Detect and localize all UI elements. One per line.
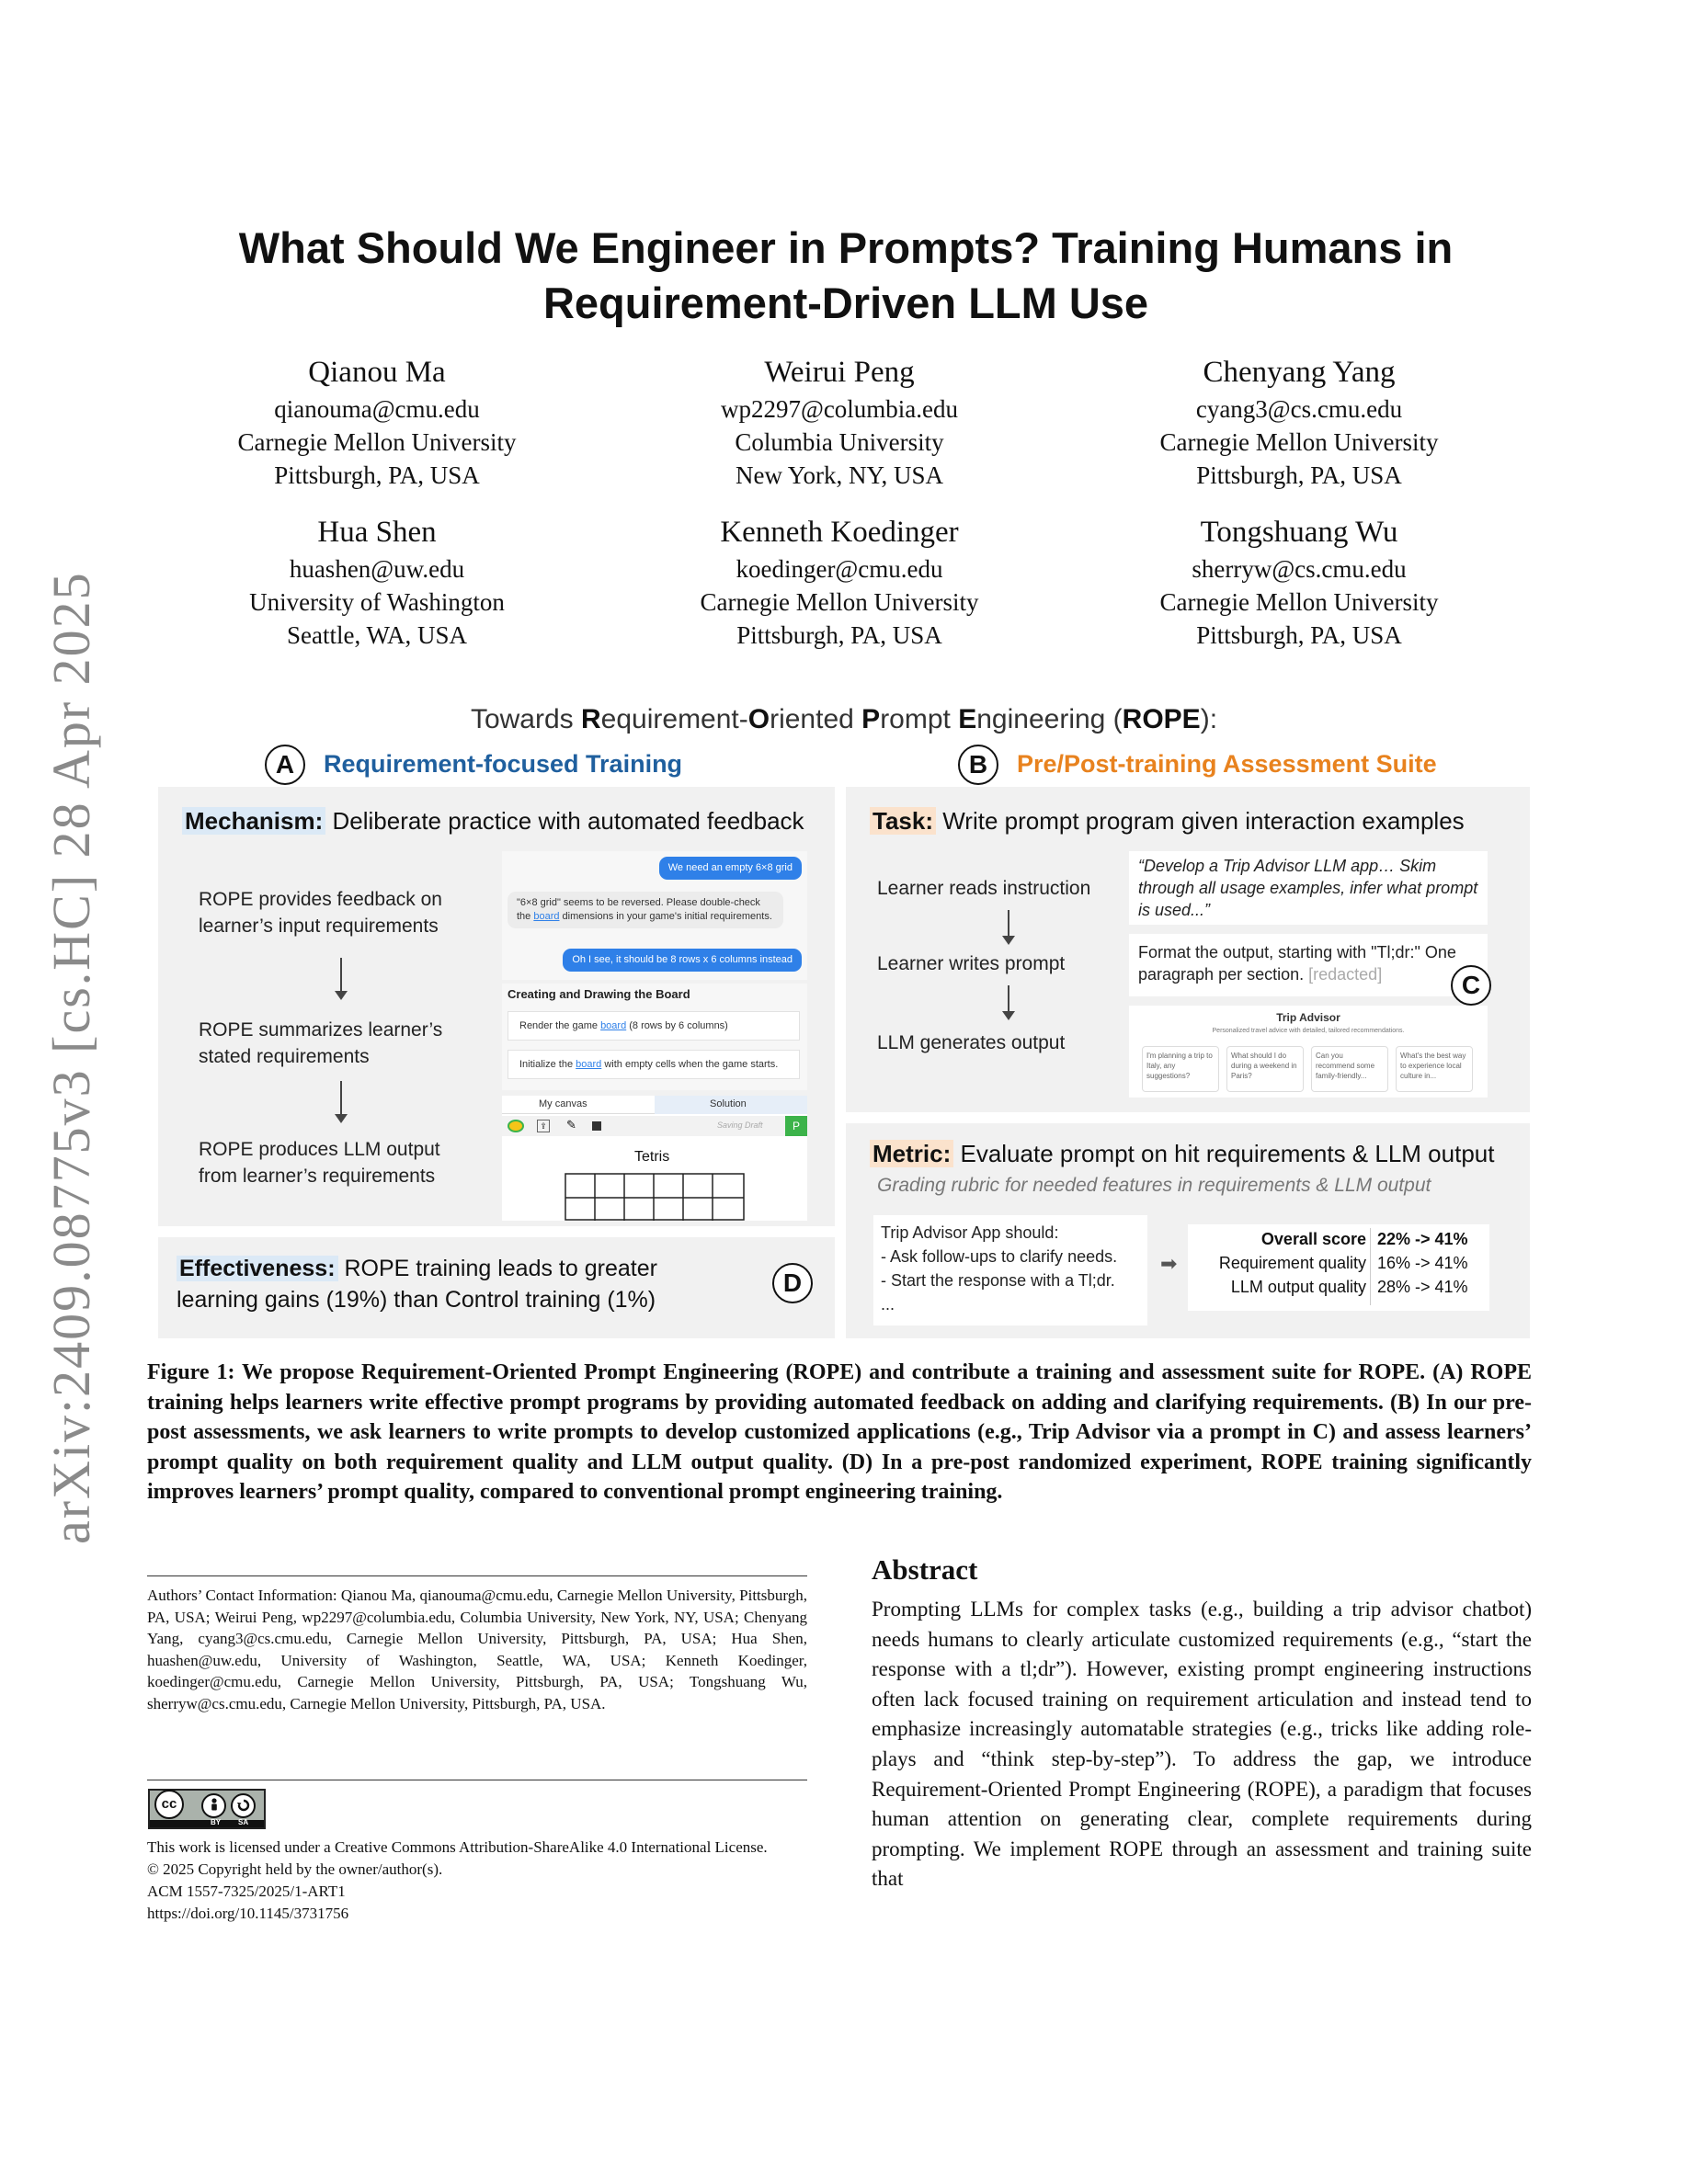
down-arrow-icon bbox=[340, 958, 342, 998]
right-arrow-icon: ➡ bbox=[1160, 1252, 1178, 1275]
down-arrow-icon bbox=[1008, 985, 1009, 1018]
score-label-llm-output: LLM output quality bbox=[1230, 1278, 1366, 1296]
author-2 bbox=[610, 352, 1069, 492]
task-panel bbox=[846, 787, 1530, 1112]
suggestion-card[interactable]: What should I do during a weekend in Paris? bbox=[1226, 1046, 1304, 1092]
down-arrow-icon bbox=[340, 1081, 342, 1121]
task-step-3: LLM generates output bbox=[877, 1032, 1066, 1053]
author-location: Pittsburgh, PA, USA bbox=[1196, 621, 1402, 649]
down-arrow-icon bbox=[1008, 910, 1009, 943]
author-4 bbox=[147, 512, 607, 652]
label-a-circle: A bbox=[265, 745, 305, 785]
play-button[interactable]: P bbox=[785, 1116, 807, 1136]
prompt-card bbox=[1129, 934, 1488, 996]
author-location: Pittsburgh, PA, USA bbox=[274, 461, 480, 489]
cc-by-sa-badge[interactable] bbox=[148, 1789, 266, 1829]
label-c-circle: C bbox=[1451, 965, 1491, 1006]
canvas-mock bbox=[502, 1096, 807, 1221]
copyright-text: © 2025 Copyright held by the owner/author(s). bbox=[147, 1860, 443, 1878]
author-affiliation: Carnegie Mellon University bbox=[700, 588, 979, 616]
rubric-card bbox=[873, 1215, 1147, 1325]
author-1 bbox=[147, 352, 607, 492]
cc-icon: cc bbox=[154, 1790, 184, 1819]
upload-icon[interactable]: ⇪ bbox=[537, 1120, 550, 1132]
score-value-llm-output: 28% -> 41% bbox=[1377, 1278, 1468, 1296]
metric-panel bbox=[846, 1123, 1530, 1338]
suggestion-card[interactable]: What's the best way to experience local culture in... bbox=[1396, 1046, 1473, 1092]
prompt-text: Format the output, starting with "Tl;dr:" One paragraph per section. [redacted] bbox=[1138, 943, 1456, 984]
trip-advisor-app-mock bbox=[1129, 1006, 1488, 1098]
color-picker-icon[interactable] bbox=[508, 1120, 524, 1132]
chat-feedback-message: "6×8 grid" seems to be reversed. Please double-check the board dimensions in your game's initial requirements. bbox=[508, 892, 783, 928]
score-value-overall: 22% -> 41% bbox=[1377, 1230, 1468, 1248]
stop-icon[interactable] bbox=[592, 1121, 601, 1131]
author-contact-footnote: Authors’ Contact Information: Qianou Ma, qianouma@cmu.edu, Carnegie Mellon University, Pittsburgh, PA, USA; Weirui Peng, wp2297@columbia.edu, Columbia University, New York, NY, USA; Chenyang Yang, cyang3@cs.cmu.edu, Carnegie Mellon University, Pittsburgh, PA, USA; Hua Shen, huashen@uw.edu, University of Washington, Seattle, WA, USA; Kenneth Koedinger, koedinger@cmu.edu, Carnegie Mellon University, Pittsburgh, PA, USA; Tongshuang Wu, sherryw@cs.cmu.edu, Carnegie Mellon University, Pittsburgh, PA, USA. bbox=[147, 1587, 807, 1712]
author-name: Qianou Ma bbox=[308, 356, 446, 389]
title-line-2: Requirement-Driven LLM Use bbox=[542, 279, 1149, 327]
section-b-title: Pre/Post-training Assessment Suite bbox=[1017, 750, 1437, 778]
author-location: New York, NY, USA bbox=[735, 461, 944, 489]
figure-caption: Figure 1: We propose Requirement-Oriented Prompt Engineering (ROPE) and contribute a training and assessment suite for ROPE. (A) ROPE training helps learners write effective prompt programs by providing automated feedback on adding and clarifying requirements. (B) In our pre-post assessments, we ask learners to write prompts to develop customized applications (e.g., Trip Advisor via a prompt in C) and assess learners’ prompt quality on both requirement quality and LLM output quality. (D) In a pre-post randomized experiment, ROPE training significantly improves learners’ prompt quality, compared to conventional prompt engineering training. bbox=[147, 1360, 1532, 1505]
author-affiliation: Columbia University bbox=[735, 428, 944, 456]
author-affiliation: University of Washington bbox=[249, 588, 505, 616]
metric-subtitle: Grading rubric for needed features in requirements & LLM output bbox=[877, 1175, 1431, 1196]
author-name: Chenyang Yang bbox=[1203, 356, 1396, 389]
author-name: Kenneth Koedinger bbox=[720, 516, 959, 549]
chat-user-message: Oh I see, it should be 8 rows x 6 columns instead bbox=[563, 949, 802, 972]
label-d-circle: D bbox=[772, 1263, 813, 1303]
score-label-overall: Overall score bbox=[1260, 1230, 1366, 1248]
mechanism-step-3: ROPE produces LLM output from learner’s requirements bbox=[199, 1139, 440, 1187]
summary-item: Initialize the board with empty cells when the game starts. bbox=[508, 1050, 800, 1079]
effectiveness-panel bbox=[158, 1237, 835, 1338]
author-email[interactable]: qianouma@cmu.edu bbox=[274, 395, 480, 423]
author-location: Seattle, WA, USA bbox=[287, 621, 467, 649]
chat-user-message: We need an empty 6×8 grid bbox=[659, 857, 802, 880]
summary-title: Creating and Drawing the Board bbox=[508, 987, 690, 1001]
suggestion-card[interactable]: I'm planning a trip to Italy, any suggestions? bbox=[1142, 1046, 1219, 1092]
doi-link[interactable]: https://doi.org/10.1145/3731756 bbox=[147, 1905, 349, 1922]
summary-item: Render the game board (8 rows by 6 columns) bbox=[508, 1011, 800, 1041]
abstract-text: Prompting LLMs for complex tasks (e.g., building a trip advisor chatbot) needs humans to clearly articulate customized requirements (e.g., “start the response with a tl;dr”). However, existing prompt engineering instructions often lack focused training on requirement articulation and instead tend to emphasize increasingly automatable strategies (e.g., tricks like adding role-plays and “think step-by-step”). To address the gap, we introduce Requirement-Oriented Prompt Engineering (ROPE), a paradigm that focuses human attention on generating clear, complete requirements during prompting. We implement ROPE through an assessment and training suite that bbox=[872, 1598, 1532, 1891]
paper-title bbox=[138, 221, 1554, 331]
label-b-circle: B bbox=[958, 745, 998, 785]
task-step-1: Learner reads instruction bbox=[877, 878, 1091, 899]
effectiveness-line-2: learning gains (19%) than Control training (1%) bbox=[177, 1287, 656, 1313]
author-6 bbox=[1069, 512, 1529, 652]
section-a-title: Requirement-focused Training bbox=[324, 750, 683, 778]
suggestion-card[interactable]: Can you recommend some family-friendly... bbox=[1311, 1046, 1388, 1092]
license-block bbox=[147, 1837, 807, 1925]
author-name: Hua Shen bbox=[317, 516, 437, 549]
chat-mock bbox=[502, 851, 807, 980]
metric-title: Metric: Evaluate prompt on hit requirements & LLM output bbox=[870, 1140, 1494, 1168]
canvas-toolbar bbox=[502, 1116, 807, 1136]
abstract-heading: Abstract bbox=[872, 1553, 978, 1586]
arxiv-identifier: arXiv:2409.08775v3 [cs.HC] 28 Apr 2025 bbox=[41, 571, 101, 1544]
badge-sa-text: SA bbox=[238, 1818, 249, 1826]
task-step-2: Learner writes prompt bbox=[877, 953, 1066, 974]
rubric-line: Trip Advisor App should: bbox=[881, 1223, 1059, 1242]
author-5 bbox=[610, 512, 1069, 652]
acm-identifier: ACM 1557-7325/2025/1-ART1 bbox=[147, 1883, 346, 1900]
tab-solution[interactable]: Solution bbox=[655, 1096, 807, 1114]
effectiveness-line-1: Effectiveness: ROPE training leads to greater bbox=[177, 1256, 657, 1282]
author-name: Weirui Peng bbox=[764, 356, 915, 389]
author-affiliation: Carnegie Mellon University bbox=[1159, 428, 1439, 456]
task-title: Task: Write prompt program given interaction examples bbox=[870, 807, 1465, 836]
mechanism-panel bbox=[158, 787, 835, 1226]
author-email[interactable]: wp2297@columbia.edu bbox=[720, 395, 959, 423]
mechanism-step-2: ROPE summarizes learner’s stated requirements bbox=[199, 1019, 443, 1067]
tetris-grid bbox=[565, 1173, 745, 1221]
author-location: Pittsburgh, PA, USA bbox=[736, 621, 942, 649]
author-email[interactable]: cyang3@cs.cmu.edu bbox=[1195, 395, 1403, 423]
figure-1 bbox=[158, 699, 1530, 1342]
requirements-summary bbox=[502, 984, 807, 1090]
title-line-1: What Should We Engineer in Prompts? Training Humans in bbox=[238, 223, 1454, 272]
tab-my-canvas[interactable]: My canvas bbox=[502, 1096, 655, 1114]
saving-draft-status: Saving Draft bbox=[717, 1120, 763, 1130]
instruction-quote: “Develop a Trip Advisor LLM app… Skim through all usage examples, infer what prompt is used...” bbox=[1138, 857, 1478, 919]
rubric-line: - Ask follow-ups to clarify needs. bbox=[881, 1247, 1118, 1266]
author-3 bbox=[1069, 352, 1529, 492]
mechanism-step-1: ROPE provides feedback on learner’s input requirements bbox=[199, 889, 442, 937]
attribution-icon bbox=[201, 1793, 226, 1818]
author-email[interactable]: sherryw@cs.cmu.edu bbox=[1192, 555, 1407, 583]
author-email[interactable]: huashen@uw.edu bbox=[289, 555, 465, 583]
author-affiliation: Carnegie Mellon University bbox=[237, 428, 517, 456]
instruction-card bbox=[1129, 851, 1488, 925]
app-subtitle: Personalized travel advice with detailed, tailored recommendations. bbox=[1212, 1028, 1405, 1034]
author-location: Pittsburgh, PA, USA bbox=[1196, 461, 1402, 489]
author-affiliation: Carnegie Mellon University bbox=[1159, 588, 1439, 616]
app-title: Trip Advisor bbox=[1276, 1011, 1340, 1024]
score-value-requirement: 16% -> 41% bbox=[1377, 1254, 1468, 1272]
mechanism-title: Mechanism: Deliberate practice with automated feedback bbox=[182, 807, 804, 836]
figure-header: Towards Requirement-Oriented Prompt Engineering (ROPE): bbox=[470, 704, 1218, 734]
author-name: Tongshuang Wu bbox=[1200, 516, 1398, 549]
score-label-requirement: Requirement quality bbox=[1218, 1254, 1366, 1272]
license-text: This work is licensed under a Creative Commons Attribution-ShareAlike 4.0 International License. bbox=[147, 1838, 768, 1856]
badge-by-text: BY bbox=[211, 1818, 222, 1826]
author-email[interactable]: koedinger@cmu.edu bbox=[736, 555, 943, 583]
pencil-icon[interactable]: ✎ bbox=[566, 1118, 576, 1132]
game-title: Tetris bbox=[634, 1149, 670, 1165]
footnote-rule bbox=[147, 1575, 807, 1576]
score-divider bbox=[1370, 1228, 1371, 1305]
share-alike-icon bbox=[231, 1793, 256, 1818]
score-card bbox=[1188, 1224, 1489, 1311]
rubric-line: ... bbox=[881, 1295, 895, 1314]
rubric-line: - Start the response with a Tl;dr. bbox=[881, 1271, 1115, 1290]
